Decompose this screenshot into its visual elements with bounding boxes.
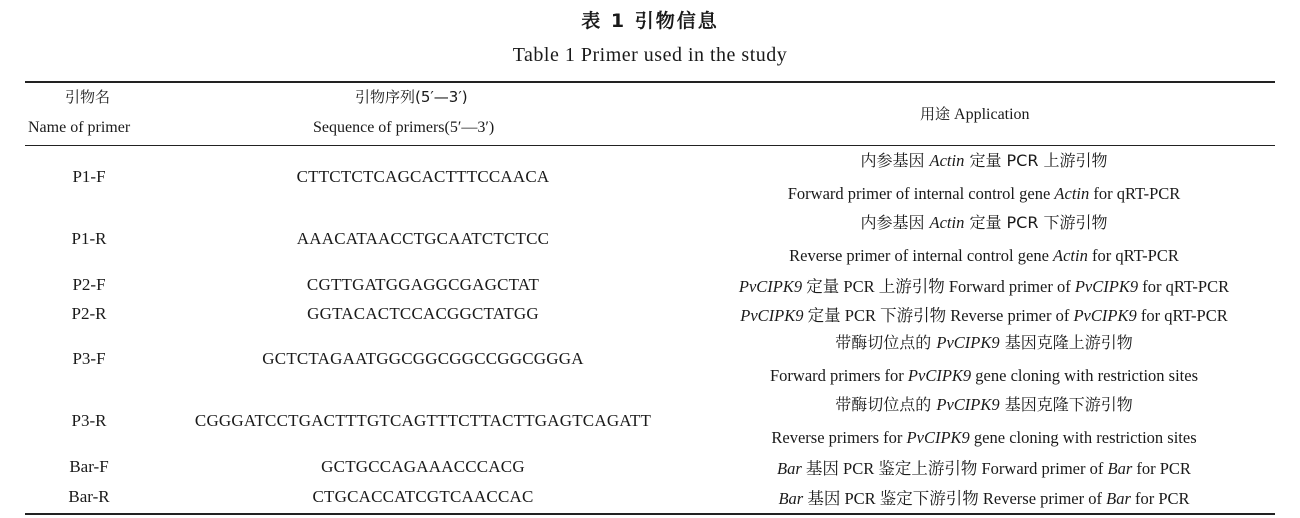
table-row <box>25 390 1275 452</box>
application-en: Reverse primers for PvCIPK9 gene cloning with restriction sites <box>771 428 1197 447</box>
application-en: Forward primers for PvCIPK9 gene cloning with restriction sites <box>770 366 1198 385</box>
primer-sequence: CTTCTCTCAGCACTTTCCAACA <box>296 167 550 186</box>
primer-application: PvCIPK9 定量 PCR 下游引物 Reverse primer of PvCIPK9 for qRT-PCR <box>740 305 1228 325</box>
table-row <box>25 482 1275 512</box>
application-cn: 带酶切位点的 PvCIPK9 基因克隆上游引物 <box>835 333 1133 352</box>
primer-application <box>693 328 1275 390</box>
primer-name: P3-F <box>72 349 106 368</box>
primer-name: P2-R <box>71 303 107 323</box>
primer-application <box>693 208 1275 270</box>
header-sequence-cn: 引物序列(5′—3′) <box>355 88 468 106</box>
header-application <box>920 103 1030 124</box>
top-rule <box>25 81 1275 83</box>
primer-name: P1-F <box>72 167 106 186</box>
primer-sequence: GCTCTAGAATGGCGGCGGCCGGCGGGA <box>262 349 584 368</box>
primer-table-body <box>25 146 1275 512</box>
primer-application: PvCIPK9 定量 PCR 上游引物 Forward primer of PvCIPK9 for qRT-PCR <box>738 276 1230 296</box>
table-title-en: Table 1 Primer used in the study <box>512 44 788 66</box>
primer-sequence: GCTGCCAGAAACCCACG <box>321 457 525 476</box>
primer-sequence: CGTTGATGGAGGCGAGCTAT <box>306 274 540 294</box>
application-cn: 带酶切位点的 PvCIPK9 基因克隆下游引物 <box>835 395 1133 414</box>
primer-application: Bar 基因 PCR 鉴定下游引物 Reverse primer of Bar for PCR <box>778 489 1190 508</box>
primer-application <box>693 146 1275 208</box>
primer-name: P2-F <box>72 274 106 294</box>
header-name-en: Name of primer <box>28 119 131 136</box>
table-row <box>25 270 1275 299</box>
primer-name: P1-R <box>71 229 107 248</box>
application-en: Reverse primer of internal control gene Actin for qRT-PCR <box>789 246 1179 265</box>
bottom-rule <box>25 513 1275 515</box>
application-cn: 内参基因 Actin 定量 PCR 下游引物 <box>860 213 1108 232</box>
primer-name: P3-R <box>71 411 107 430</box>
primer-name: Bar-R <box>68 487 110 506</box>
table-row <box>25 452 1275 482</box>
primer-application <box>693 390 1275 452</box>
header-application-cn: 用途 <box>920 105 951 123</box>
table-title-cn: 表 1 引物信息 <box>581 10 719 32</box>
table-row <box>25 208 1275 270</box>
header-application-en: Application <box>954 106 1030 123</box>
primer-sequence: CGGGATCCTGACTTTGTCAGTTTCTTACTTGAGTCAGATT <box>194 411 652 430</box>
primer-name: Bar-F <box>69 457 109 476</box>
application-cn: 内参基因 Actin 定量 PCR 上游引物 <box>860 151 1108 170</box>
application-en: Forward primer of internal control gene Actin for qRT-PCR <box>787 184 1181 203</box>
primer-sequence: GGTACACTCCACGGCTATGG <box>307 303 539 323</box>
table-row <box>25 328 1275 390</box>
table-row <box>25 299 1275 328</box>
primer-application: Bar 基因 PCR 鉴定上游引物 Forward primer of Bar for PCR <box>777 459 1191 478</box>
primer-sequence: AAACATAACCTGCAATCTCTCC <box>296 229 550 248</box>
primer-sequence: CTGCACCATCGTCAACCAC <box>312 487 534 506</box>
header-name-cn: 引物名 <box>65 88 111 106</box>
header-sequence-en: Sequence of primers(5′—3′) <box>313 119 495 136</box>
table-row <box>25 146 1275 208</box>
